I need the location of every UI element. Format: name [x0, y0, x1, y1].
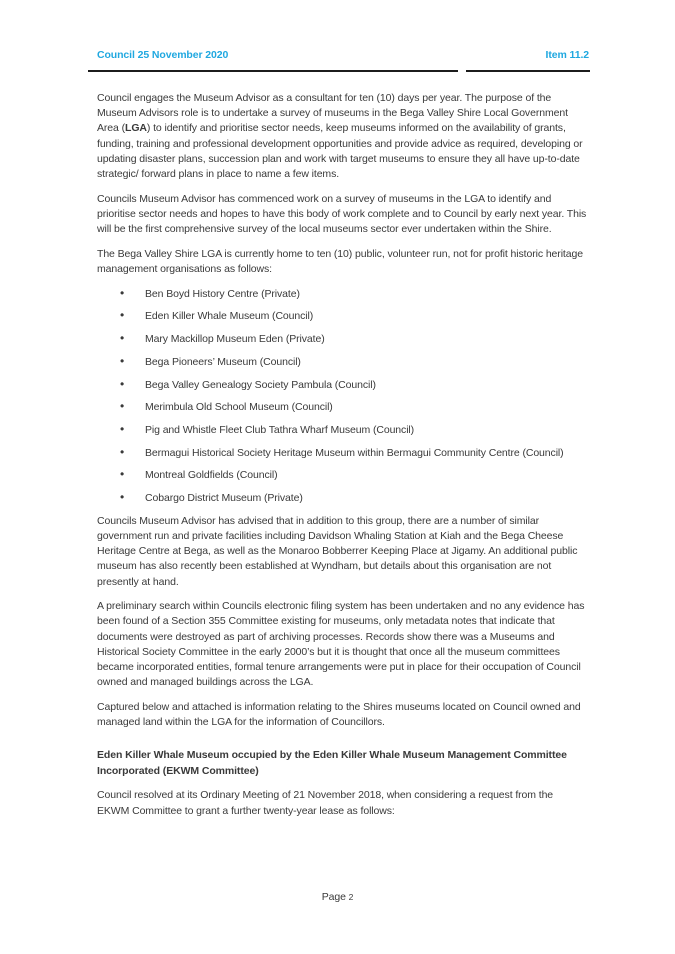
footer-page-label: Page: [321, 891, 346, 903]
paragraph-survey-progress: Councils Museum Advisor has commenced work on a survey of museums in the LGA to identify and prioritise sector needs and hopes to have this body of work complete and to Council by early next year. This will be the first comprehensive survey of the local museums sector ever undertaken within the Shire.: [97, 192, 587, 236]
footer-page-number: 2: [348, 892, 354, 902]
museum-list: [97, 287, 587, 507]
museum-list-item: • Ben Boyd History Centre (Private): [120, 287, 587, 302]
paragraph-museum-advisor-role: [97, 91, 587, 182]
header-rule: [88, 70, 590, 72]
paragraph-council-resolution: Council resolved at its Ordinary Meeting of 21 November 2018, when considering a request from the EKWM Committee to grant a further twenty-year lease as follows:: [97, 789, 554, 817]
paragraph-additional-facilities: Councils Museum Advisor has advised that in addition to this group, there are a number of similar government run and private facilities including Davidson Whaling Station at Kiah and the Bega Cheese Heritage Centre at Bega, as well as the Monaroo Bobberrer Keeping Place at Jigamy. An additional public museum has also recently been established at Wyndham, but details about this organisation are not presently at hand.: [97, 514, 578, 588]
paragraph-captured-information: Captured below and attached is information relating to the Shires museums located on Council owned and managed land within the LGA for the information of Councillors.: [97, 701, 581, 729]
paragraph-text: ) to identify and prioritise sector needs, keep museums informed on the availability of grants, funding, training and professional development opportunities and provide advice as required, developing or updating disaster plans, succession plan and work with target museums to ensure they all have up-to-date strategic/ forward plans in place to name a few items.: [97, 122, 583, 181]
bold-lga-abbreviation: LGA: [125, 122, 147, 135]
header-rule-gap: [458, 70, 466, 72]
paragraph-lga-organisations-intro: The Bega Valley Shire LGA is currently home to ten (10) public, volunteer run, not for profit historic heritage management organisations as follows:: [97, 247, 583, 276]
document-body: [97, 91, 587, 828]
header-meeting-title: Council 25 November 2020: [97, 49, 229, 61]
museum-list-item: • Bega Valley Genealogy Society Pambula (Council): [120, 378, 587, 393]
museum-list-item: • Bermagui Historical Society Heritage Museum within Bermagui Community Centre (Council): [120, 446, 587, 461]
museum-list-item: • Pig and Whistle Fleet Club Tathra Wharf Museum (Council): [120, 423, 587, 438]
header-rule-right-segment: [466, 70, 590, 72]
header-item-number: Item 11.2: [545, 49, 589, 61]
museum-list-item: • Merimbula Old School Museum (Council): [120, 400, 587, 415]
paragraph-filing-system-search: A preliminary search within Councils electronic filing system has been undertaken and no any evidence has been found of a Section 355 Committee existing for museums, only metadata notes that indicate that documents were destroyed as part of archiving processes. Records show there was a Museums and Historical Society Committee in the early 2000’s but it is thought that once all the museum committees became incorporated entities, formal tenure arrangements were put in place for their occupation of Council owned and managed buildings across the LGA.: [97, 600, 585, 689]
museum-list-item: • Eden Killer Whale Museum (Council): [120, 309, 587, 324]
museum-list-item: • Mary Mackillop Museum Eden (Private): [120, 332, 587, 347]
section-heading-ekwm: Eden Killer Whale Museum occupied by the Eden Killer Whale Museum Management Committee Incorporated (EKWM Committee): [97, 749, 567, 777]
museum-list-item: • Cobargo District Museum (Private): [120, 491, 587, 506]
museum-list-item: • Bega Pioneers’ Museum (Council): [120, 355, 587, 370]
paragraph-text: Council engages the Museum Advisor as a consultant for ten (10) days per year. The purpose of the Museum Advisors role is to undertake a survey of museums in the Bega Valley Shire Local Government Area (: [97, 92, 568, 135]
page-footer: [0, 890, 675, 905]
header-rule-left-segment: [88, 70, 458, 72]
page-header: [97, 48, 589, 63]
museum-list-item: • Montreal Goldfields (Council): [120, 468, 587, 483]
